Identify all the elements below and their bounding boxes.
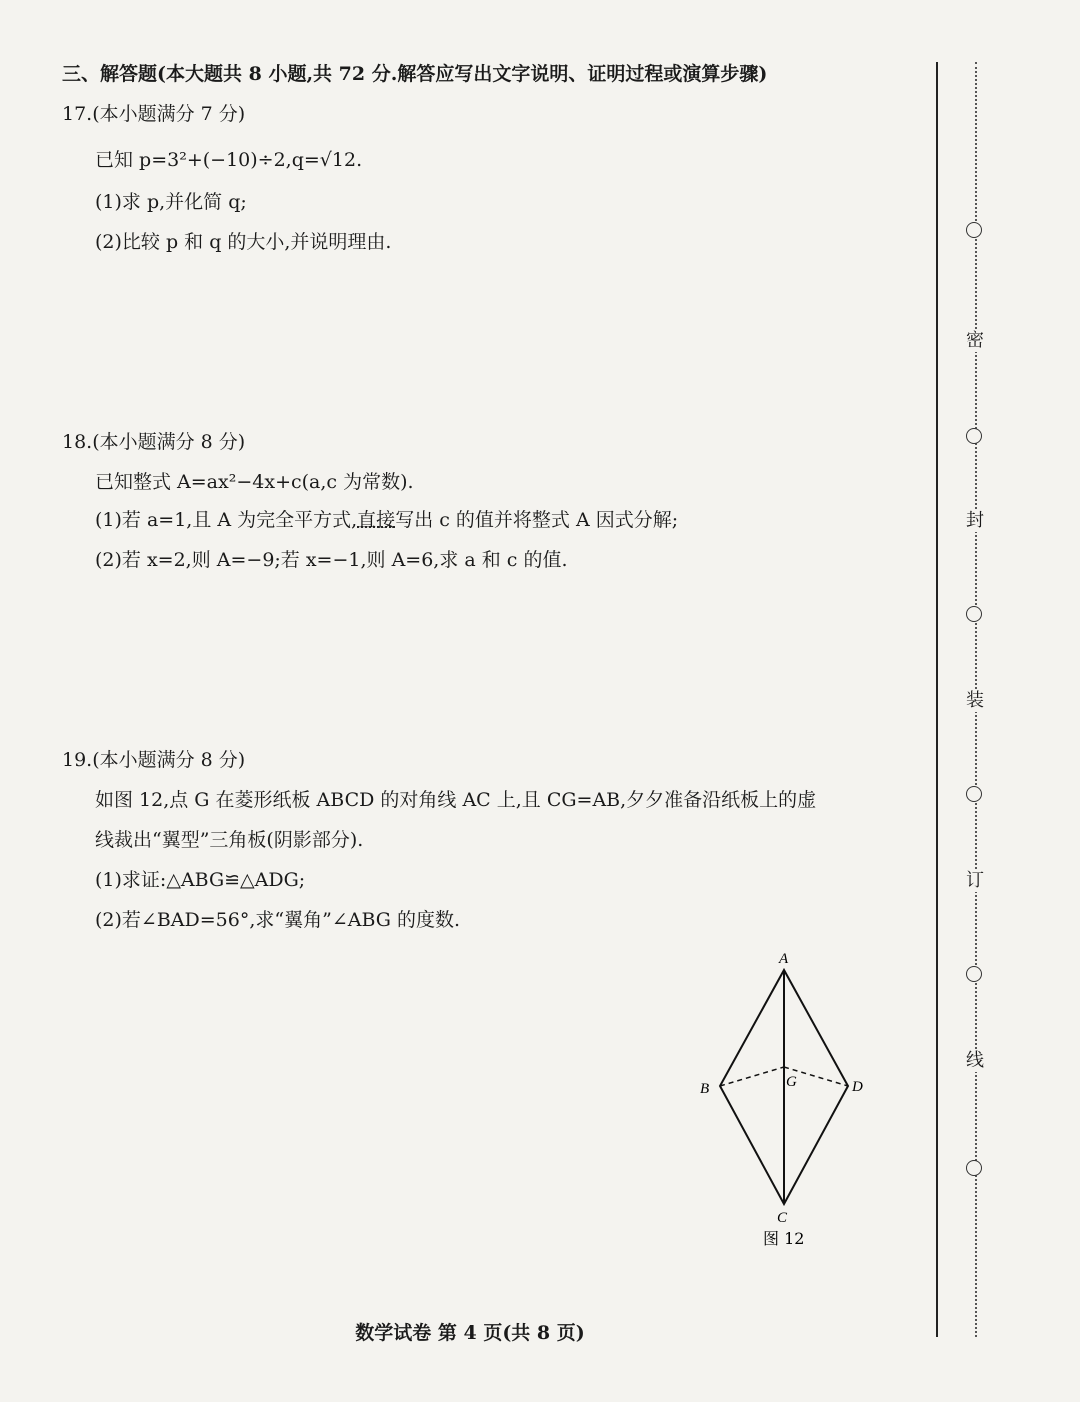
label-d: D bbox=[852, 1079, 863, 1095]
q17-given: 已知 p=3²+(−10)÷2,q=√12. bbox=[95, 149, 363, 171]
q19-line1: 如图 12,点 G 在菱形纸板 ABCD 的对角线 AC 上,且 CG=AB,夕夕准备沿纸板上的虚 bbox=[95, 789, 817, 811]
q19-line2: 线裁出“翼型”三角板(阴影部分). bbox=[95, 829, 364, 851]
seal-circle bbox=[966, 966, 982, 982]
seal-circle bbox=[966, 428, 982, 444]
q18-part1-b: 写出 c 的值并将整式 A 因式分解; bbox=[395, 509, 679, 531]
q18-part1-a: (1)若 a=1,且 A 为完全平方式, bbox=[95, 509, 358, 531]
q17-part2: (2)比较 p 和 q 的大小,并说明理由. bbox=[95, 231, 392, 253]
figure-caption: 图 12 bbox=[763, 1229, 805, 1248]
q17-part1: (1)求 p,并化简 q; bbox=[95, 191, 247, 213]
label-c: C bbox=[777, 1210, 788, 1226]
margin-solid-line bbox=[936, 62, 938, 1337]
page-footer: 数学试卷 第 4 页(共 8 页) bbox=[355, 1322, 585, 1344]
q19-part1: (1)求证:△ABG≌△ADG; bbox=[95, 869, 306, 891]
q17-title: 17.(本小题满分 7 分) bbox=[62, 103, 246, 125]
q18-part1 bbox=[95, 508, 678, 532]
seal-char-xian: 线 bbox=[962, 1050, 988, 1072]
seal-circle bbox=[966, 786, 982, 802]
seal-circle bbox=[966, 222, 982, 238]
q18-title: 18.(本小题满分 8 分) bbox=[62, 431, 246, 453]
seal-char-mi: 密 bbox=[962, 330, 988, 352]
seal-circle bbox=[966, 606, 982, 622]
seal-char-zhuang: 装 bbox=[962, 690, 988, 712]
figure-12-rhombus bbox=[695, 948, 885, 1248]
label-a: A bbox=[779, 951, 789, 967]
section-heading: 三、解答题(本大题共 8 小题,共 72 分.解答应写出文字说明、证明过程或演算步骤) bbox=[62, 63, 768, 85]
label-b: B bbox=[700, 1081, 710, 1097]
seal-char-ding: 订 bbox=[962, 870, 988, 892]
label-g: G bbox=[786, 1074, 797, 1090]
q19-part2: (2)若∠BAD=56°,求“翼角”∠ABG 的度数. bbox=[95, 909, 461, 931]
q18-part1-emphasis: 直接 bbox=[357, 509, 396, 531]
q18-part2: (2)若 x=2,则 A=−9;若 x=−1,则 A=6,求 a 和 c 的值. bbox=[95, 549, 568, 571]
q18-given: 已知整式 A=ax²−4x+c(a,c 为常数). bbox=[95, 471, 414, 493]
q19-title: 19.(本小题满分 8 分) bbox=[62, 749, 246, 771]
seal-char-feng: 封 bbox=[962, 510, 988, 532]
seal-circle bbox=[966, 1160, 982, 1176]
